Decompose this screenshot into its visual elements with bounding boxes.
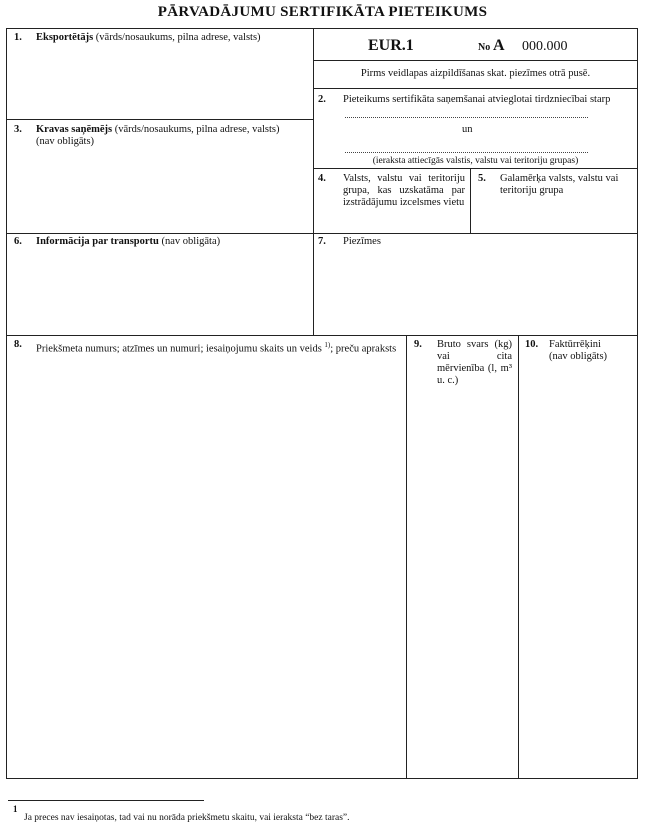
box6-number: 6. [14,236,22,247]
box8-text: Priekšmeta numurs; atzīmes un numuri; iesaiņojumu skaits un veids [36,343,322,355]
box6-label: Informācija par transportu [36,236,159,247]
invoices-field[interactable] [522,370,634,775]
box10-desc: (nav obligāts) [549,351,608,362]
divider [313,168,638,169]
box10-label: Faktūrrēķini [549,339,601,350]
footnote-mark: 1 [13,804,18,814]
form-title: PĀRVADĀJUMU SERTIFIKĀTA PIETEIKUMS [157,4,488,20]
certificate-code: EUR.1 [368,37,414,54]
exporter-field[interactable] [10,48,308,116]
box4-number: 4. [318,173,326,184]
box10-number: 10. [525,339,539,350]
box1-caption [36,32,308,44]
footnote-separator [8,800,204,801]
series-letter: A [493,37,505,54]
box4-text: Valsts, valstu vai teritoriju grupa, kas uzskatāma par izstrādājumu izcelsmes vietu [343,173,465,208]
header-note: Pirms veidlapas aizpildīšanas skat. piezīmes otrā pusē. [360,68,591,79]
gross-weight-field[interactable] [410,400,514,775]
box9-text: Bruto svars (kg) vai cita mērvienība (l, m³ u. c.) [437,339,512,386]
box2-number: 2. [318,94,326,105]
box7-number: 7. [318,236,326,247]
box1-number: 1. [14,32,22,43]
box5-number: 5. [478,173,486,184]
divider [6,335,638,336]
country-line-1[interactable] [345,117,588,118]
box2-and: un [462,124,473,135]
box6-desc: (nav obligāta) [161,236,221,247]
divider [6,119,313,120]
box3-label: Kravas saņēmējs [36,124,113,135]
box1-label: Eksportētājs [36,32,94,43]
box7-label: Piezīmes [343,236,381,247]
remarks-field[interactable] [318,252,634,332]
divider [313,60,638,61]
box10-caption [549,339,635,363]
box3-optional: (nav obligāts) [36,136,95,147]
box5-text: Galamērķa valsts, valstu vai teritoriju grupa [500,173,619,196]
footnote-text: Ja preces nav iesaiņotas, tad vai nu norāda priekšmetu skaitu, vai ieraksta “bez taras”. [24,813,350,823]
number-label: No [478,42,491,53]
box2-hint: (ieraksta attiecīgās valstis, valstu vai teritoriju grupas) [372,156,579,166]
box3-desc: (vārds/nosaukums, pilna adrese, valsts) [114,124,280,135]
box3-number: 3. [14,124,22,135]
box6-caption [36,236,308,248]
box8-number: 8. [14,339,22,350]
box8-caption [36,339,402,356]
footnote-ref: 1) [324,341,331,349]
divider [518,335,519,779]
divider [313,88,638,89]
box9-number: 9. [414,339,422,350]
divider [406,335,407,779]
country-line-2[interactable] [345,152,588,153]
goods-description-field[interactable] [10,370,402,775]
box3-caption [36,124,308,148]
consignee-field[interactable] [10,152,308,230]
box1-desc: (vārds/nosaukums, pilna adrese, valsts) [95,32,261,43]
divider [470,168,471,233]
box8-text2: ; preču apraksts [330,343,397,355]
serial-number: 000.000 [522,39,568,54]
transport-field[interactable] [10,252,308,332]
divider [6,233,638,234]
box2-text: Pieteikums sertifikāta saņemšanai atvieglotai tirdzniecībai starp [343,94,611,105]
